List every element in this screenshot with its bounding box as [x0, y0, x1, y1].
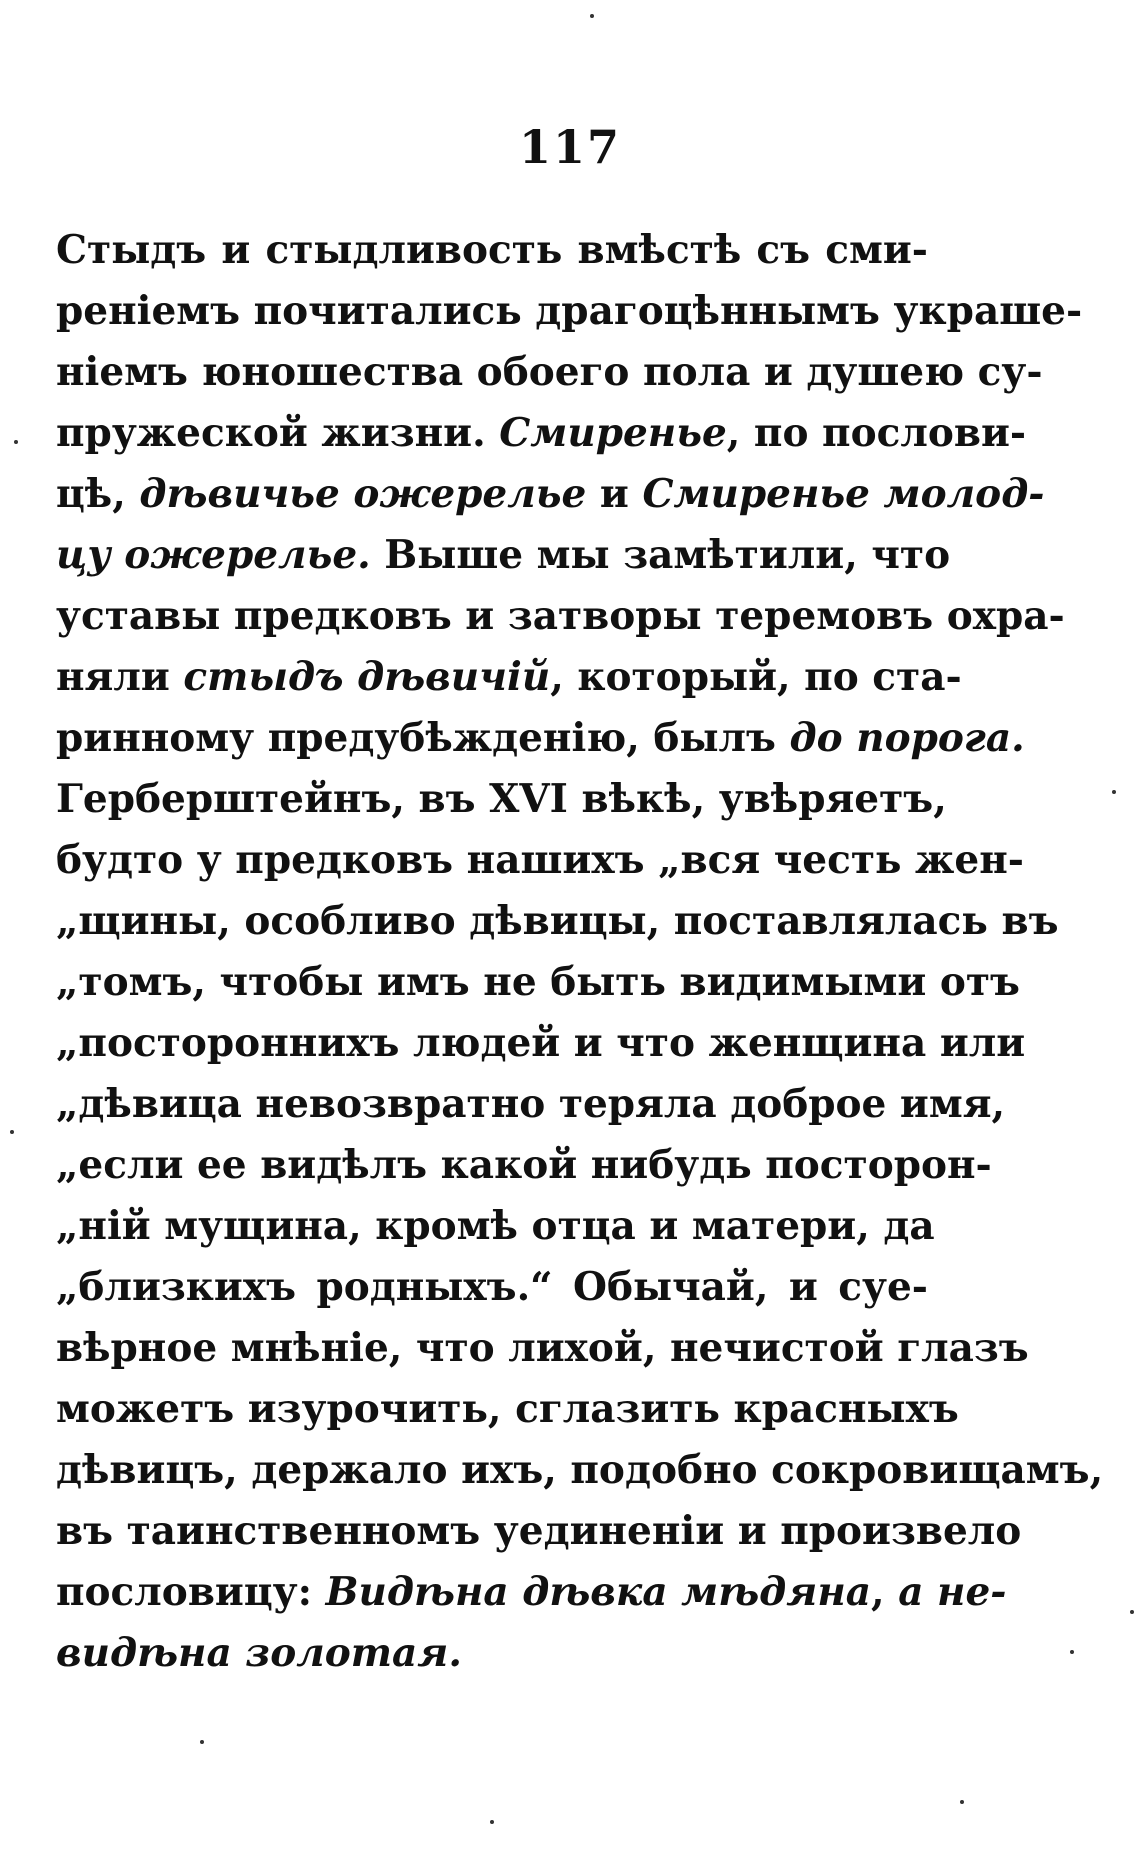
text-run: „постороннихъ людей и что женщина или — [56, 1020, 1026, 1066]
text-line — [56, 1318, 1029, 1379]
text-line — [56, 403, 1027, 464]
ink-speck — [1070, 1650, 1074, 1654]
text-run: вѣрное мнѣніе, что лихой, нечистой глазъ — [56, 1325, 1029, 1371]
text-line — [56, 1013, 1026, 1074]
text-run: „близкихъ родныхъ.“ Обычай, и суе- — [56, 1264, 928, 1310]
ink-speck — [1130, 1610, 1134, 1614]
text-line — [56, 586, 1065, 647]
italic-text: Смиренье молод- — [642, 471, 1045, 517]
italic-text: дѣвичье ожерелье — [139, 471, 587, 517]
body-text — [56, 220, 1104, 1684]
page-number: 117 — [518, 120, 622, 174]
italic-text: цу ожерелье. — [56, 532, 371, 578]
text-line — [56, 647, 962, 708]
text-run: можетъ изурочить, сглазить красныхъ — [56, 1386, 959, 1432]
text-line — [56, 830, 1024, 891]
italic-text: стыдъ дѣвичій — [183, 654, 551, 700]
text-line — [56, 1257, 928, 1318]
ink-speck — [490, 1820, 494, 1824]
text-run: , — [871, 1569, 899, 1615]
text-line — [56, 1501, 1022, 1562]
text-line — [56, 1379, 959, 1440]
text-line — [56, 1135, 992, 1196]
text-run: пружеской жизни. — [56, 410, 500, 456]
text-run: Стыдъ и стыдливость вмѣстѣ съ сми- — [56, 227, 928, 273]
text-line — [56, 708, 1025, 769]
italic-text: Смиренье — [499, 410, 727, 456]
text-run: пословицу: — [56, 1569, 326, 1615]
text-line — [56, 464, 1045, 525]
text-run: цѣ, — [56, 471, 140, 517]
text-line — [56, 1196, 935, 1257]
ink-speck — [960, 1800, 964, 1804]
text-line — [56, 1562, 1007, 1623]
italic-text: до порога. — [789, 715, 1025, 761]
text-run: и — [586, 471, 643, 517]
text-run: дѣвицъ, держало ихъ, подобно сокровищамъ, — [56, 1447, 1104, 1493]
text-line — [56, 1440, 1104, 1501]
italic-text: а не- — [898, 1569, 1007, 1615]
ink-speck — [10, 1130, 14, 1134]
text-run: , который, по ста- — [550, 654, 962, 700]
text-run: ринному предубѣжденію, былъ — [56, 715, 790, 761]
text-line — [56, 220, 928, 281]
text-run: уставы предковъ и затворы теремовъ охра- — [56, 593, 1065, 639]
text-run: реніемъ почитались драгоцѣннымъ украше- — [56, 288, 1083, 334]
text-run: „щины, особливо дѣвицы, поставлялась въ — [56, 898, 1059, 944]
ink-speck — [14, 440, 18, 444]
text-run: няли — [56, 654, 184, 700]
text-run: „ній мущина, кромѣ отца и матери, да — [56, 1203, 935, 1249]
ink-speck — [1112, 790, 1116, 794]
text-run: „дѣвица невозвратно теряла доброе имя, — [56, 1081, 1006, 1127]
text-run: Выше мы замѣтили, что — [370, 532, 951, 578]
ink-speck — [590, 14, 594, 18]
text-run: ніемъ юношества обоего пола и душею су- — [56, 349, 1043, 395]
text-line — [56, 281, 1083, 342]
text-line — [56, 1623, 928, 1684]
text-line — [56, 525, 951, 586]
text-run: , по послови- — [726, 410, 1027, 456]
text-run: „томъ, чтобы имъ не быть видимыми отъ — [56, 959, 1020, 1005]
text-line — [56, 769, 947, 830]
text-line — [56, 342, 1043, 403]
text-run: Герберштейнъ, въ XVI вѣкѣ, увѣряетъ, — [56, 776, 947, 822]
text-run: „если ее видѣлъ какой нибудь посторон- — [56, 1142, 992, 1188]
ink-speck — [200, 1740, 204, 1744]
text-line — [56, 952, 1020, 1013]
italic-text: видѣна золотая. — [56, 1630, 462, 1676]
italic-text: Видѣна дѣвка мѣдяна — [325, 1569, 872, 1615]
text-run: въ таинственномъ уединеніи и произвело — [56, 1508, 1022, 1554]
text-line — [56, 891, 1059, 952]
text-run: будто у предковъ нашихъ „вся честь жен- — [56, 837, 1024, 883]
text-line — [56, 1074, 1006, 1135]
